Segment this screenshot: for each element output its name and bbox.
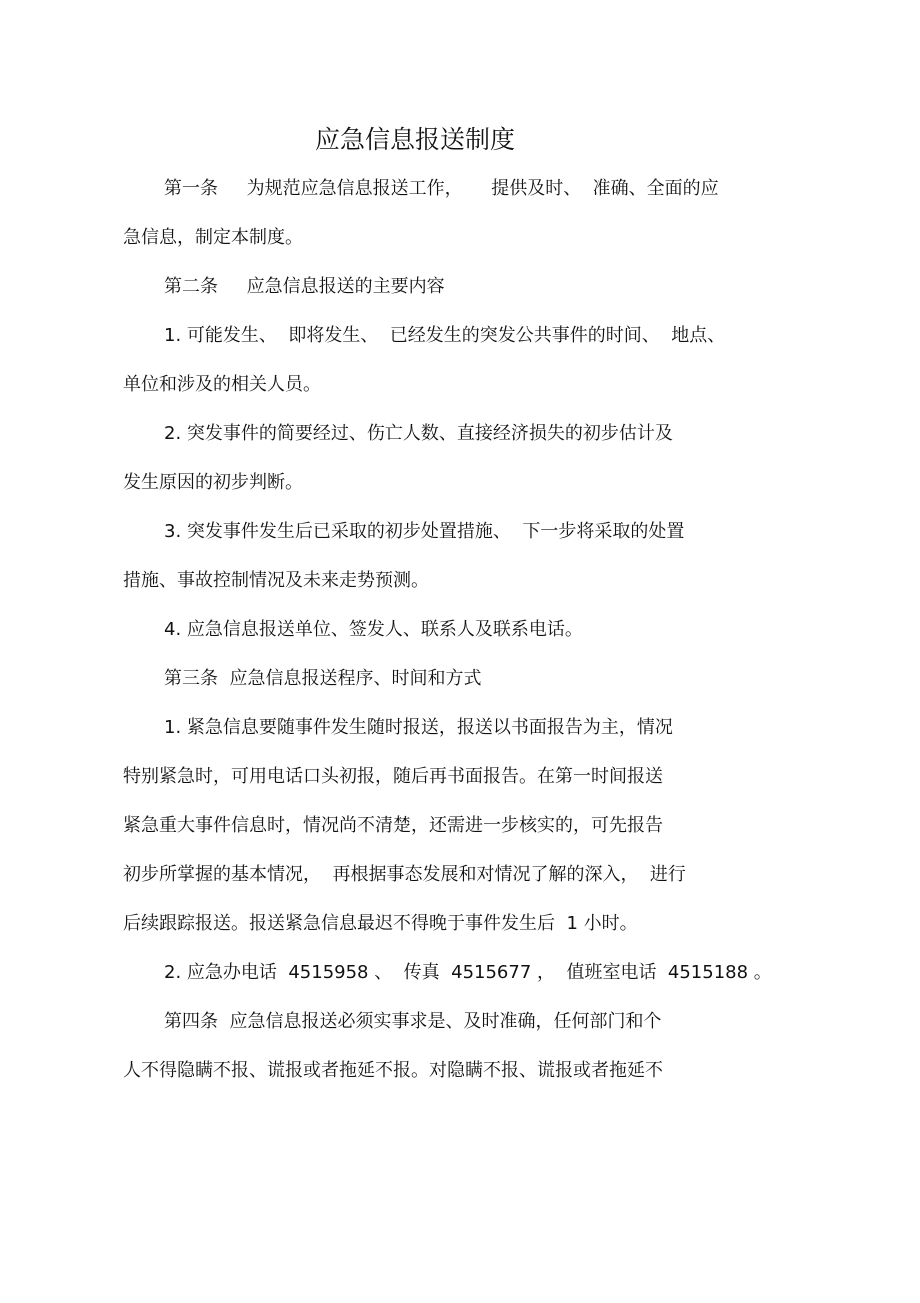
article-1-line-2: 急信息，制定本制度。 — [123, 227, 303, 248]
article-2-item-1-line-2: 单位和涉及的相关人员。 — [123, 374, 321, 395]
article-2-item-3-line-1: 3. 突发事件发生后已采取的初步处置措施、 下一步将采取的处置 — [164, 521, 685, 542]
article-2-item-2-line-2: 发生原因的初步判断。 — [123, 472, 303, 493]
article-4-line-1: 第四条 应急信息报送必须实事求是、及时准确，任何部门和个 — [164, 1011, 662, 1032]
article-4-line-2: 人不得隐瞒不报、谎报或者拖延不报。对隐瞒不报、谎报或者拖延不 — [123, 1060, 663, 1081]
article-3-item-2: 2. 应急办电话 4515958 、 传真 4515677 ， 值班室电话 4515188 。 — [164, 962, 772, 983]
article-1-line-1: 第一条 为规范应急信息报送工作， 提供及时、 准确、全面的应 — [164, 178, 719, 199]
article-3-heading: 第三条 应急信息报送程序、时间和方式 — [164, 668, 482, 689]
article-3-item-1-line-2: 特别紧急时，可用电话口头初报，随后再书面报告。在第一时间报送 — [123, 766, 663, 787]
article-2-heading: 第二条 应急信息报送的主要内容 — [164, 276, 445, 297]
article-2-item-4: 4. 应急信息报送单位、签发人、联系人及联系电话。 — [164, 619, 583, 640]
article-3-item-1-line-1: 1. 紧急信息要随事件发生随时报送，报送以书面报告为主，情况 — [164, 717, 673, 738]
article-2-item-3-line-2: 措施、事故控制情况及未来走势预测。 — [123, 570, 429, 591]
article-2-item-1-line-1: 1. 可能发生、 即将发生、 已经发生的突发公共事件的时间、 地点、 — [164, 325, 726, 346]
document-title: 应急信息报送制度 — [314, 125, 515, 154]
article-3-item-1-line-3: 紧急重大事件信息时，情况尚不清楚，还需进一步核实的，可先报告 — [123, 815, 663, 836]
article-2-item-2-line-1: 2. 突发事件的简要经过、伤亡人数、直接经济损失的初步估计及 — [164, 423, 673, 444]
article-3-item-1-line-4: 初步所掌握的基本情况， 再根据事态发展和对情况了解的深入， 进行 — [123, 864, 686, 885]
article-3-item-1-line-5: 后续跟踪报送。报送紧急信息最迟不得晚于事件发生后 1 小时。 — [123, 913, 638, 934]
